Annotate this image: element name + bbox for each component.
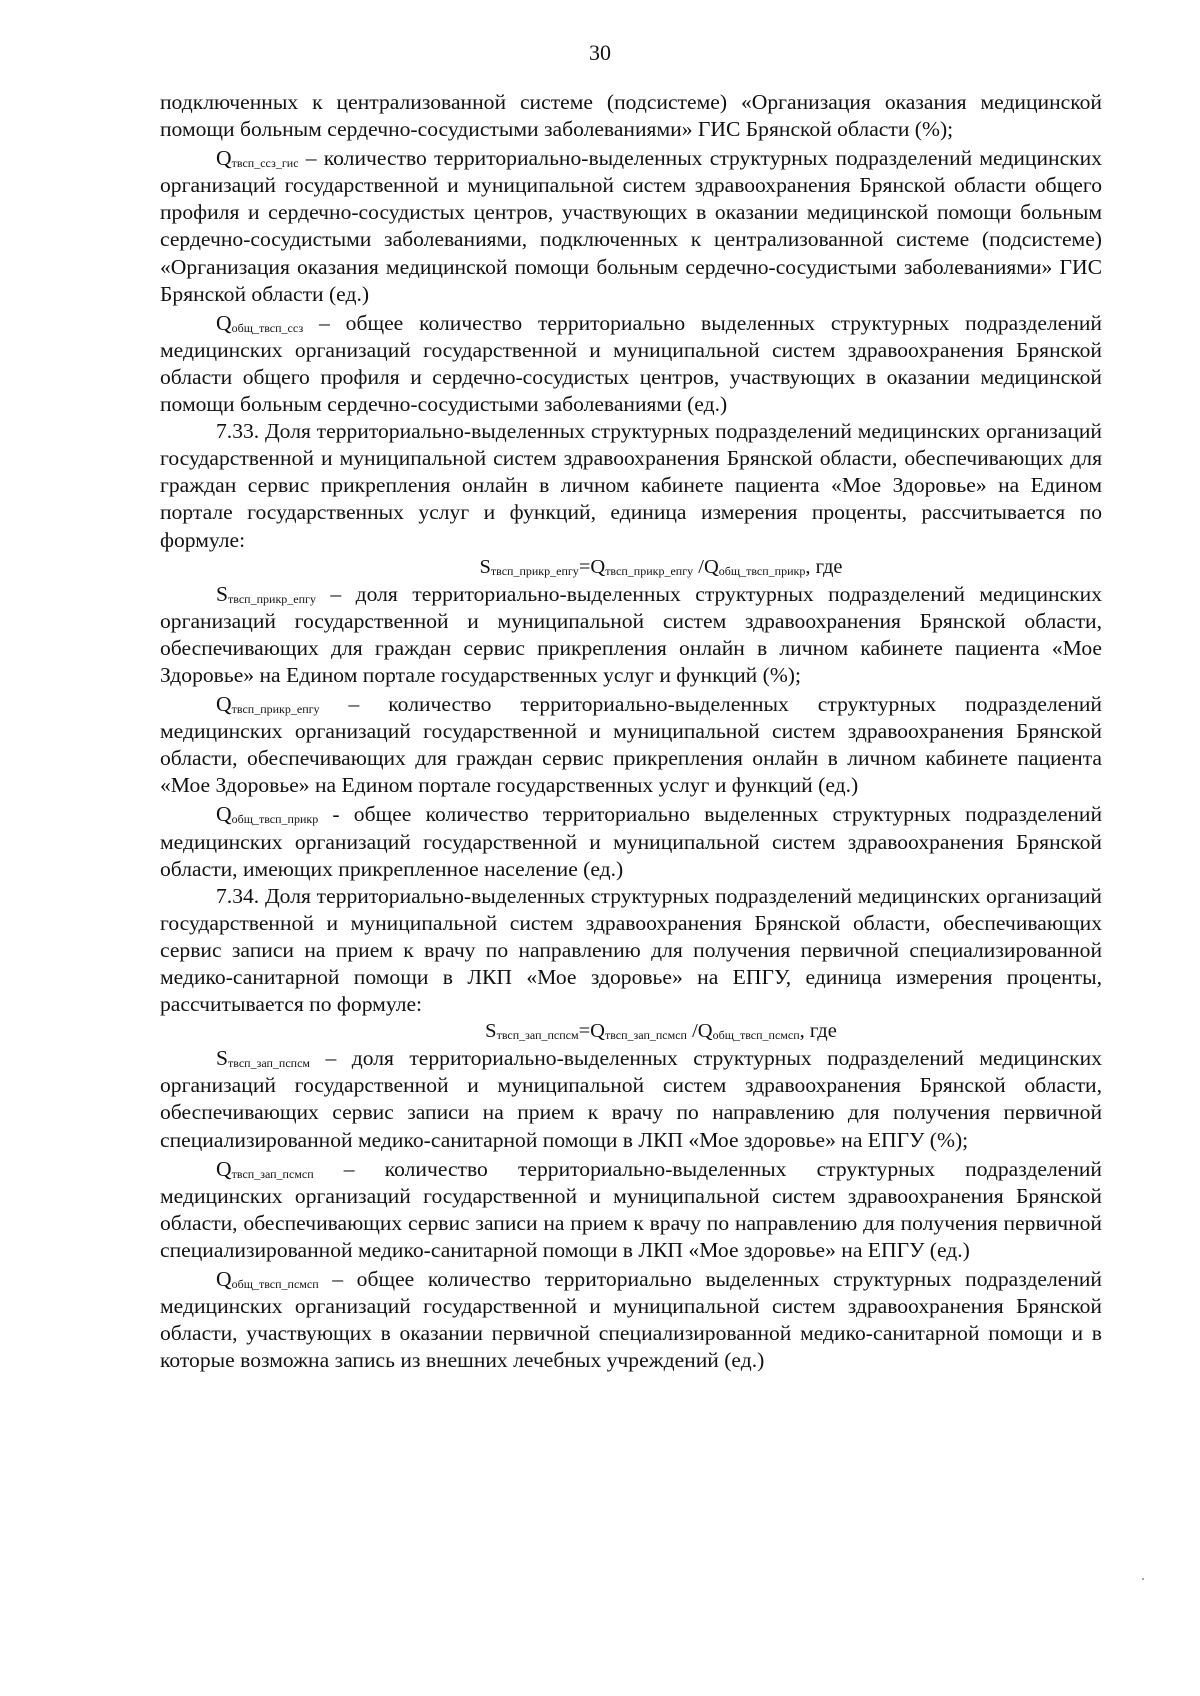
- definition-text: - общее количество территориально выделенных структурных подразделений медицинских организаций государственной и муниципальной систем здравоохранения Брянской области, имеющих прикрепленное население (ед.): [160, 802, 1102, 881]
- formula-7-33: [160, 554, 1102, 581]
- definition-q-tvsp-prikr-epgu: [160, 691, 1102, 799]
- definition-text: – количество территориально-выделенных структурных подразделений медицинских организаций государственной и муниципальной систем здравоохранения Брянской области общего профиля и сердечно-сосудистых центров, участвующих в оказании медицинской помощи больным сердечно-сосудистыми заболеваниями, подключенных к централизованной системе (подсистеме) «Организация оказания медицинской помощи больным сердечно-сосудистыми заболеваниями» ГИС Брянской области (ед.): [160, 146, 1102, 306]
- definition-s-tvsp-zap-pspsm: [160, 1045, 1102, 1153]
- symbol-subscript: твсп_прикр_епгу: [228, 591, 316, 606]
- page-number: 30: [589, 40, 611, 65]
- formula-symbol: S: [485, 1020, 497, 1043]
- symbol: Q: [216, 692, 232, 717]
- symbol-subscript: общ_твсп_ссз: [231, 320, 304, 335]
- definition-q-tvsp-zap-psmsp: [160, 1156, 1102, 1264]
- formula-7-34: [160, 1018, 1102, 1045]
- definition-q-tvsp-ssz-gis: [160, 145, 1102, 308]
- symbol: Q: [216, 310, 232, 335]
- symbol-subscript: твсп_ссз_гис: [231, 156, 299, 171]
- item-text: 7.34. Доля территориально-выделенных структурных подразделений медицинских организаций государственной и муниципальной систем здравоохранения Брянской области, обеспечивающих сервис записи на прием к врачу по направлению для получения первичной специализированной медико-санитарной помощи в ЛКП «Мое здоровье» на ЕПГУ, единица измерения проценты, рассчитывается по формуле:: [160, 883, 1102, 1017]
- formula-symbol: /Q: [686, 1020, 713, 1043]
- formula-subscript: твсп_прикр_епгу: [490, 563, 579, 578]
- definition-q-obsh-tvsp-prikr: [160, 801, 1102, 882]
- formula-symbol: S: [479, 555, 491, 578]
- symbol-subscript: твсп_прикр_епгу: [231, 702, 320, 717]
- formula-subscript: общ_твсп_прикр: [718, 563, 806, 578]
- document-body: [160, 89, 1102, 1374]
- formula-subscript: твсп_зап_пспсм: [496, 1028, 579, 1043]
- symbol: Q: [216, 802, 232, 827]
- item-7-33: [160, 418, 1102, 553]
- formula-tail: , где: [805, 555, 843, 578]
- definition-text: – доля территориально-выделенных структурных подразделений медицинских организаций государственной и муниципальной систем здравоохранения Брянской области, обеспечивающих сервис записи на прием к врачу по направлению для получения первичной специализированной медико-санитарной помощи в ЛКП «Мое здоровье» на ЕПГУ (%);: [160, 1046, 1102, 1152]
- formula-subscript: общ_твсп_псмсп: [712, 1028, 800, 1043]
- formula-tail: , где: [799, 1020, 837, 1043]
- symbol: S: [216, 581, 229, 606]
- definition-s-tvsp-prikr-epgu: [160, 581, 1102, 689]
- symbol: S: [216, 1046, 229, 1071]
- paragraph-continuation: [160, 89, 1102, 143]
- item-7-34: [160, 883, 1102, 1018]
- symbol-subscript: твсп_зап_псмсп: [231, 1166, 314, 1181]
- formula-subscript: твсп_прикр_епгу: [605, 563, 694, 578]
- paragraph-text: подключенных к централизованной системе (подсистеме) «Организация оказания медицинской помощи больным сердечно-сосудистыми заболеваниями» ГИС Брянской области (%);: [160, 90, 1102, 142]
- symbol-subscript: общ_твсп_прикр: [231, 812, 319, 827]
- definition-text: – общее количество территориально выделенных структурных подразделений медицинских организаций государственной и муниципальной систем здравоохранения Брянской области общего профиля и сердечно-сосудистых центров, участвующих в оказании медицинской помощи больным сердечно-сосудистыми заболеваниями (ед.): [160, 310, 1102, 417]
- definition-q-obsh-tvsp-psmsp: [160, 1266, 1102, 1374]
- symbol: Q: [216, 146, 232, 171]
- symbol: Q: [216, 1156, 232, 1181]
- definition-text: – количество территориально-выделенных структурных подразделений медицинских организаций государственной и муниципальной систем здравоохранения Брянской области, обеспечивающих для граждан сервис прикрепления онлайн в личном кабинете пациента «Мое Здоровье» на Едином портале государственных услуг и функций (ед.): [160, 692, 1102, 798]
- definition-q-obsh-tvsp-ssz: [160, 310, 1102, 418]
- formula-subscript: твсп_зап_псмсп: [604, 1028, 687, 1043]
- formula-symbol: =Q: [578, 555, 606, 578]
- definition-text: – общее количество территориально выделенных структурных подразделений медицинских организаций государственной и муниципальной систем здравоохранения Брянской области, участвующих в оказании первичной специализированной медико-санитарной помощи и в которые возможна запись из внешних лечебных учреждений (ед.): [160, 1267, 1102, 1373]
- symbol: Q: [216, 1267, 232, 1292]
- symbol-subscript: твсп_зап_пспсм: [228, 1056, 311, 1071]
- symbol-subscript: общ_твсп_псмсп: [231, 1277, 319, 1292]
- item-text: 7.33. Доля территориально-выделенных структурных подразделений медицинских организаций государственной и муниципальной систем здравоохранения Брянской области, обеспечивающих для граждан сервис прикрепления онлайн в личном кабинете пациента «Мое Здоровье» на Едином портале государственных услуг и функций, единица измерения проценты, рассчитывается по формуле:: [160, 419, 1102, 552]
- definition-text: – доля территориально-выделенных структурных подразделений медицинских организаций государственной и муниципальной систем здравоохранения Брянской области, обеспечивающих для граждан сервис прикрепления онлайн в личном кабинете пациента «Мое Здоровье» на Едином портале государственных услуг и функций (%);: [160, 581, 1102, 687]
- scan-speck: [1142, 1578, 1144, 1580]
- formula-symbol: =Q: [578, 1020, 605, 1043]
- formula-symbol: /Q: [693, 555, 719, 578]
- definition-text: – количество территориально-выделенных структурных подразделений медицинских организаций государственной и муниципальной систем здравоохранения Брянской области, обеспечивающих сервис записи на прием к врачу по направлению для получения первичной специализированной медико-санитарной помощи в ЛКП «Мое здоровье» на ЕПГУ (ед.): [160, 1156, 1102, 1262]
